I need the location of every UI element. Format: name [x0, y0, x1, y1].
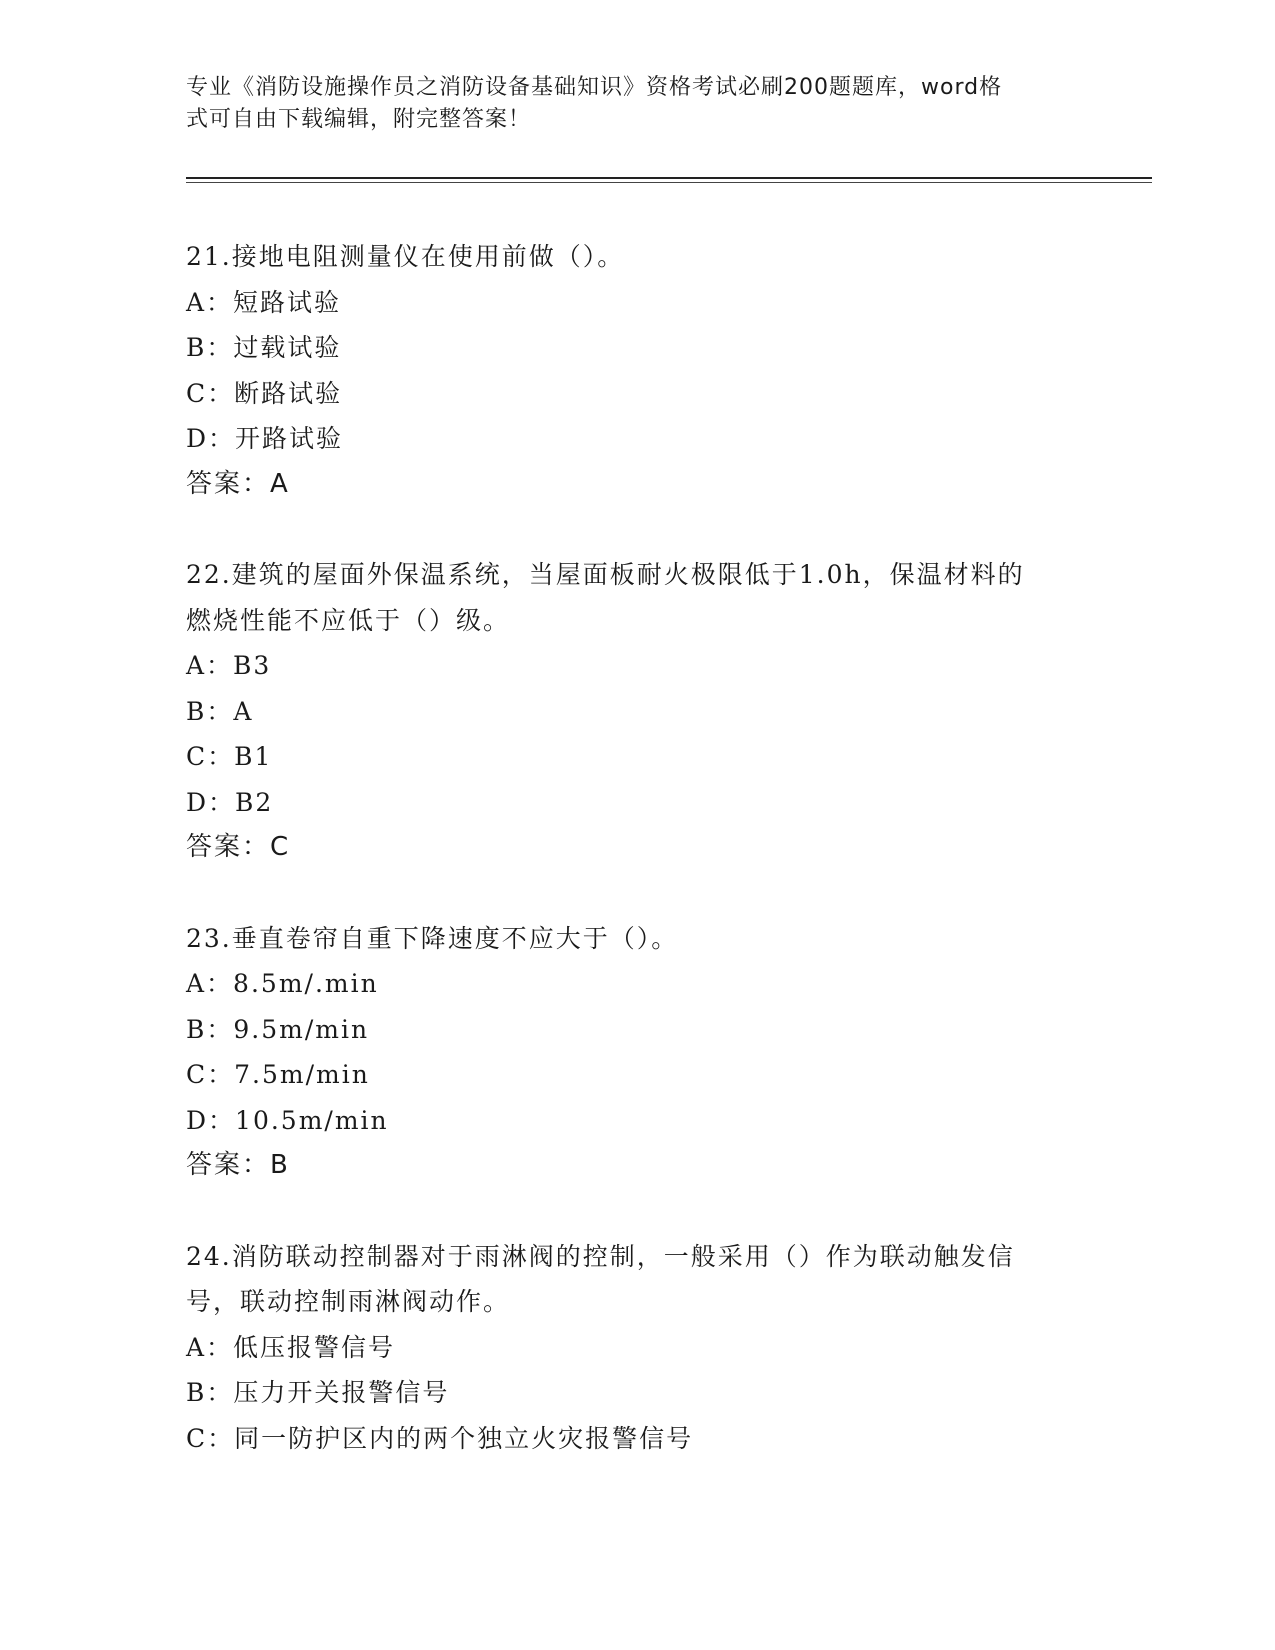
option-c: C：7.5m/min [186, 1060, 370, 1089]
option-c: C：同一防护区内的两个独立火灾报警信号 [186, 1423, 694, 1453]
question-stem: 23.垂直卷帘自重下降速度不应大于（）。 [186, 923, 679, 953]
option-b: B：9.5m/min [186, 1014, 370, 1044]
question-list [186, 234, 1086, 1506]
question-22 [186, 552, 1086, 871]
question-23 [186, 916, 1086, 1189]
option-b: B：A [186, 696, 254, 726]
answer-label: 答案：A [186, 468, 290, 499]
option-c: C：断路试验 [186, 378, 343, 408]
option-b: B：过载试验 [186, 333, 342, 362]
option-d: D：10.5m/min [186, 1105, 389, 1135]
question-stem-continued: 燃烧性能不应低于（）级。 [186, 605, 511, 635]
question-stem: 21.接地电阻测量仪在使用前做（）。 [186, 242, 625, 271]
question-stem-continued: 号，联动控制雨淋阀动作。 [186, 1287, 511, 1316]
header-line-2: 式可自由下载编辑，附完整答案！ [186, 107, 532, 132]
option-c: C：B1 [186, 742, 273, 771]
option-d: D：开路试验 [186, 424, 344, 453]
option-d: D：B2 [186, 787, 274, 817]
document-header [186, 72, 1066, 136]
option-a: A：8.5m/.min [186, 969, 379, 998]
header-rule-thin [186, 182, 1152, 183]
option-a: A：短路试验 [186, 287, 342, 317]
option-a: A：B3 [186, 651, 272, 680]
question-24 [186, 1234, 1086, 1462]
option-a: A：低压报警信号 [186, 1332, 396, 1362]
question-stem: 22.建筑的屋面外保温系统，当屋面板耐火极限低于1.0h，保温材料的 [186, 560, 1025, 589]
question-stem: 24.消防联动控制器对于雨淋阀的控制，一般采用（）作为联动触发信 [186, 1241, 1015, 1271]
question-21 [186, 234, 1086, 507]
answer-label: 答案：B [186, 1150, 290, 1180]
header-rule-thick [186, 177, 1152, 179]
option-b: B：压力开关报警信号 [186, 1378, 450, 1407]
answer-label: 答案：C [186, 832, 291, 862]
header-line-1: 专业《消防设施操作员之消防设备基础知识》资格考试必刷200题题库，word格 [186, 75, 1003, 100]
